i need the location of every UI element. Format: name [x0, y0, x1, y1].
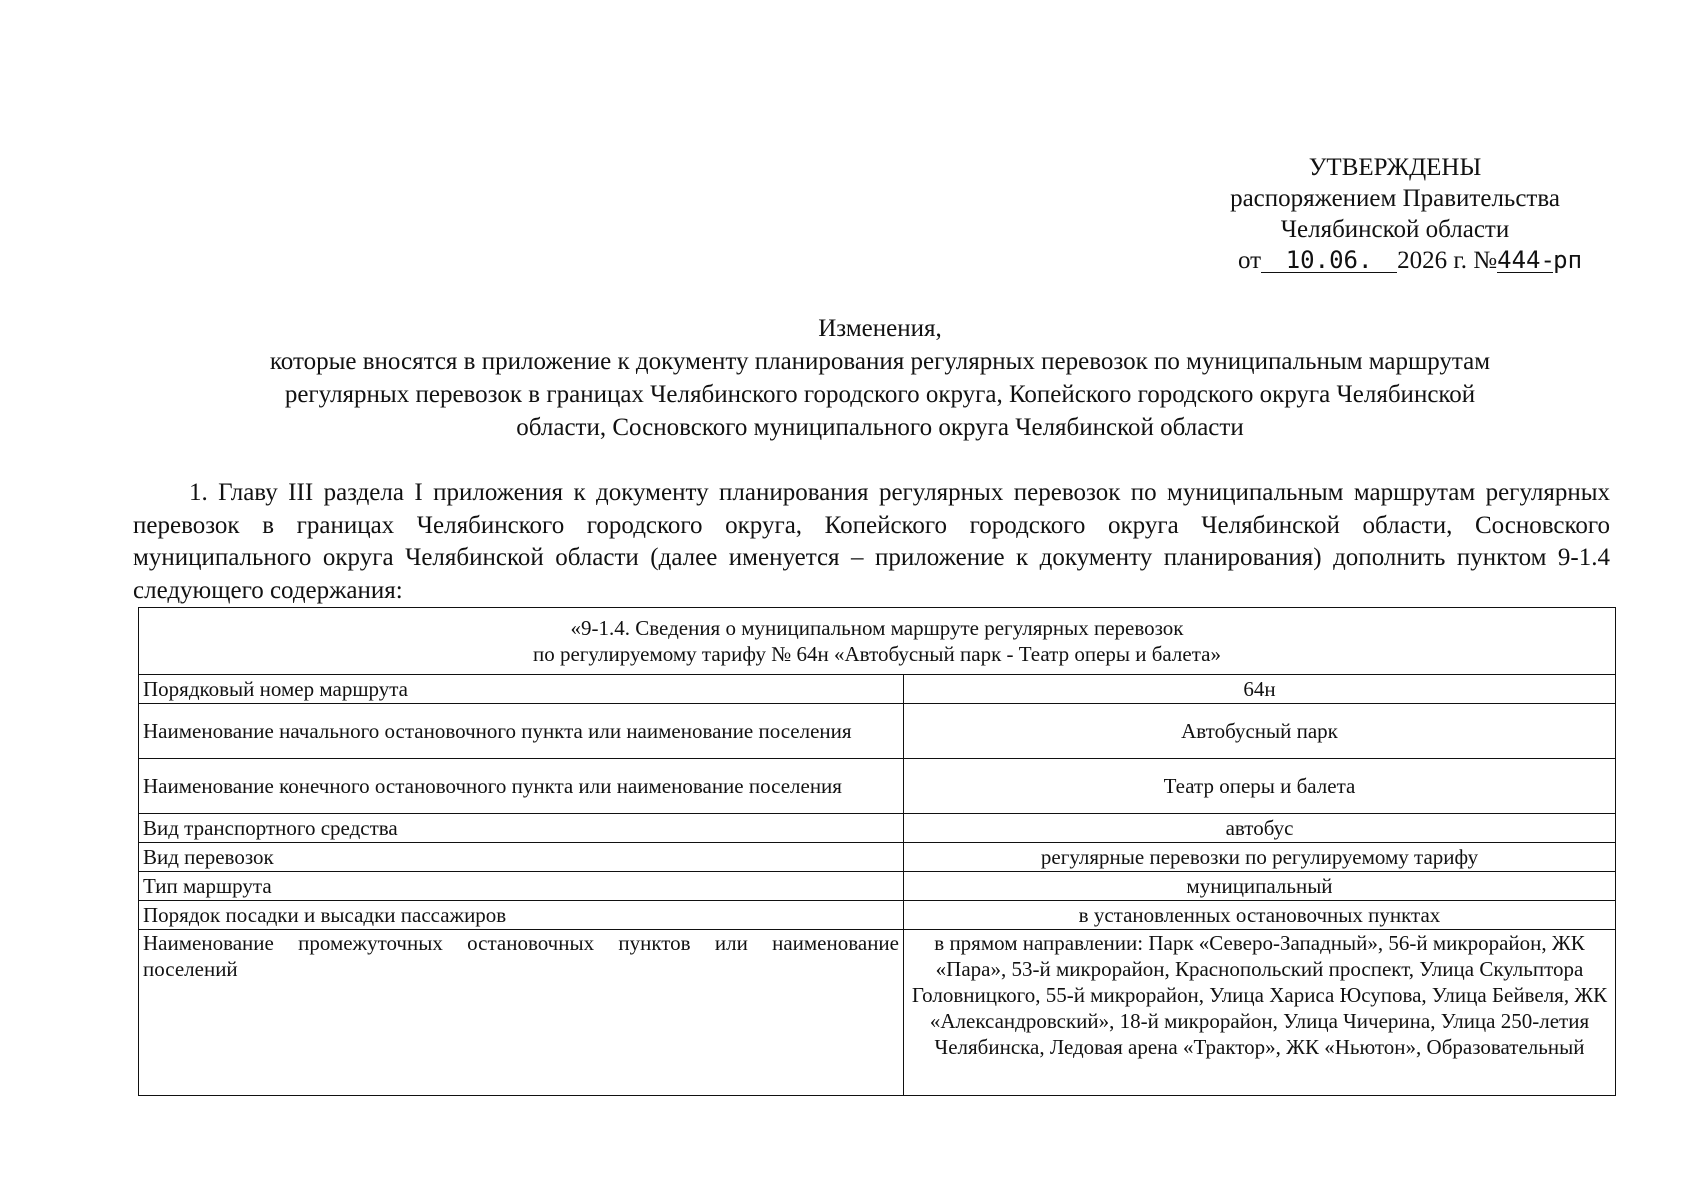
table-row: [139, 930, 1616, 1096]
approval-heading: УТВЕРЖДЕНЫ: [1308, 154, 1482, 181]
table-row: [139, 675, 1616, 704]
table-row: [139, 872, 1616, 901]
date-value: 10.06.: [1261, 248, 1397, 273]
title-line-1: которые вносятся в приложение к документу планирования регулярных перевозок по муниципальным маршрутам: [269, 348, 1491, 375]
row-value: регулярные перевозки по регулируемому тарифу: [904, 843, 1616, 872]
row-label: Порядковый номер маршрута: [139, 675, 904, 704]
table-row: [139, 901, 1616, 930]
table-header-line-2: по регулируемому тарифу № 64н «Автобусный парк - Театр оперы и балета»: [533, 642, 1221, 666]
table-row: [139, 759, 1616, 814]
decree-number: 444-: [1497, 246, 1555, 274]
approval-date-line: [1170, 245, 1620, 276]
table-header-row: [139, 608, 1616, 675]
row-value: Театр оперы и балета: [904, 759, 1616, 814]
date-prefix: от: [1237, 247, 1262, 274]
title-line-2: регулярных перевозок в границах Челябинского городского округа, Копейского городского округа Челябинской: [284, 381, 1476, 408]
row-label: Тип маршрута: [139, 872, 904, 901]
row-label: Наименование промежуточных остановочных пунктов или наименование поселений: [139, 930, 904, 1096]
row-label: Наименование начального остановочного пункта или наименование поселения: [139, 704, 904, 759]
row-value: муниципальный: [904, 872, 1616, 901]
approval-region: Челябинской области: [1280, 216, 1510, 243]
row-value: в прямом направлении: Парк «Северо-Западный», 56-й микрорайон, ЖК «Пара», 53-й микрорайон, Краснопольский проспект, Улица Скульптора Головницкого, 55-й микрорайон, Улица Хариса Юсупова, Улица Бейвеля, ЖК «Александровский», 18-й микрорайон, Улица Чичерина, Улица 250-летия Челябинска, Ледовая арена «Трактор», ЖК «Ньютон», Образовательный: [904, 930, 1616, 1096]
row-value: Автобусный парк: [904, 704, 1616, 759]
row-label: Порядок посадки и высадки пассажиров: [139, 901, 904, 930]
row-value: в установленных остановочных пунктах: [904, 901, 1616, 930]
row-label: Вид перевозок: [139, 843, 904, 872]
table-row: [139, 814, 1616, 843]
approval-stamp: [1170, 152, 1620, 276]
row-value: автобус: [904, 814, 1616, 843]
document-title: [140, 312, 1620, 444]
title-heading: Изменения,: [818, 315, 942, 342]
row-value: 64н: [904, 675, 1616, 704]
title-line-3: области, Сосновского муниципального округа Челябинской области: [516, 414, 1244, 441]
amendment-paragraph: 1. Главу III раздела I приложения к документу планирования регулярных перевозок по муниципальным маршрутам регулярных перевозок в границах Челябинского городского округа, Копейского городского округа Челябинской области, Сосновского муниципального округа Челябинской области (далее именуется – приложение к документу планирования) дополнить пунктом 9-1.4 следующего содержания:: [133, 479, 1610, 604]
year-text: 2026 г. №: [1397, 247, 1498, 274]
table-row: [139, 843, 1616, 872]
table-header-line-1: «9-1.4. Сведения о муниципальном маршруте регулярных перевозок: [570, 616, 1184, 640]
table-row: [139, 704, 1616, 759]
row-label: Вид транспортного средства: [139, 814, 904, 843]
table-header-cell: [139, 608, 1616, 675]
route-info-table: [138, 607, 1616, 1096]
row-label: Наименование конечного остановочного пункта или наименование поселения: [139, 759, 904, 814]
approval-authority: распоряжением Правительства: [1230, 185, 1560, 212]
decree-suffix: рп: [1553, 246, 1583, 274]
